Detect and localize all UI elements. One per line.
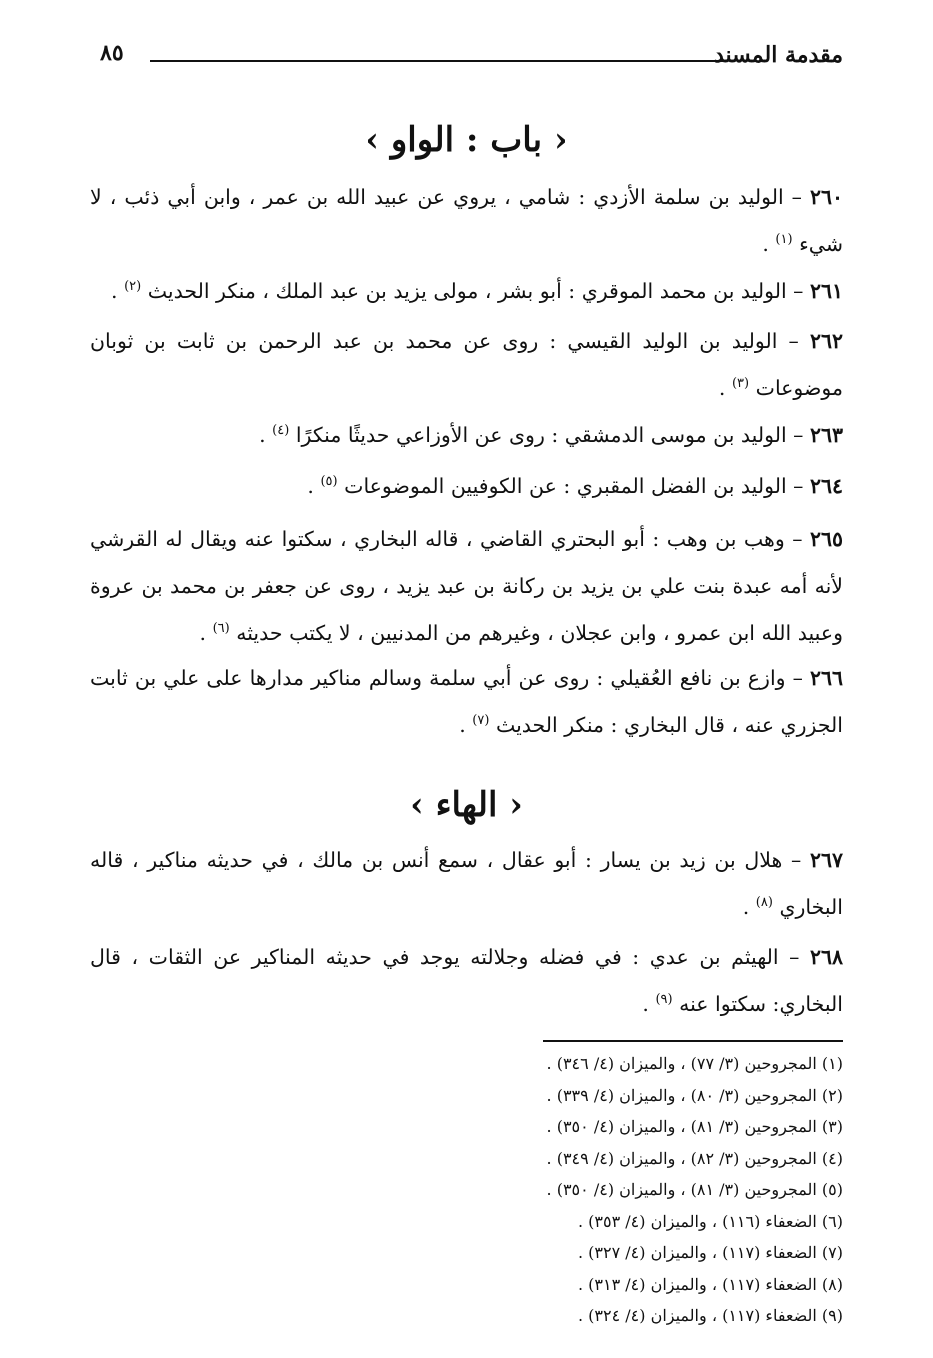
entry-text: – الوليد بن الوليد القيسي : روى عن محمد بن عبد الرحمن بن ثابت بن ثوبان موضوعات [90,329,843,400]
footnote-reference: (١) [775,232,793,248]
footnote-reference: (٣) [731,376,750,392]
footnote-reference: (٦) [212,621,230,637]
entry-261: ٢٦١ – الوليد بن محمد الموقري : أبو بشر ، مولى يزيد بن عبد الملك ، منكر الحديث $^{(٢)}$ . [111,279,843,303]
entry-number: ٢٦٦ [809,666,843,690]
entry-number: ٢٦٢ [809,329,843,353]
footnote-2: (٢) المجروحين (٣/ ٨٠) ، والميزان (٤/ ٣٣٩) . [546,1085,843,1105]
entry-text: – وهب بن وهب : أبو البحتري القاضي ، قاله البخاري ، سكتوا عنه ويقال له القرشي لأنه أمه عبدة بنت علي بن يزيد بن ركانة بن عبد يزيد ، روى عن جعفر بن محمد بن عروة وعبيد الله ابن عمرو ، وابن عجلان ، وغيرهم من المدنيين ، لا يكتب حديثه [90,527,843,645]
running-title: مقدمة المسند [713,42,843,68]
entry-264: ٢٦٤ – الوليد بن الفضل المقبري : عن الكوفيين الموضوعات $^{(٥)}$ . [307,474,843,498]
entry-text: – الوليد بن سلمة الأزدي : شامي ، يروي عن عبيد الله بن عمر ، وابن أبي ذئب ، لا شيء [90,185,843,256]
footnote-1: (١) المجروحين (٣/ ٧٧) ، والميزان (٤/ ٣٤٦) . [546,1054,843,1073]
footnote-reference: (٨) [755,895,773,911]
footnote-reference: (٤) [272,423,290,439]
section-heading-ha: ‹ الهاء › [410,785,523,825]
entry-text: – وازع بن نافع العُقيلي : روى عن أبي سلمة وسالم مناكير مدارها على علي بن ثابت الجزري عنه ، قال البخاري : منكر الحديث [90,666,843,737]
footnote-4: (٤) المجروحين (٣/ ٨٢) ، والميزان (٤/ ٣٤٩) . [546,1148,843,1168]
entry-number: ٢٦٨ [809,945,843,969]
entry-text: – الوليد بن محمد الموقري : أبو بشر ، مولى يزيد بن عبد الملك ، منكر الحديث [147,279,804,303]
running-head [100,38,843,78]
entry-260: ٢٦٠ – الوليد بن سلمة الأزدي : شامي ، يروي عن عبيد الله بن عمر ، وابن أبي ذئب ، لا شيء $^{(١)}$ . [90,185,843,256]
footnote-7: (٧) الضعفاء (١١٧) ، والميزان (٤/ ٣٢٧) . [577,1243,843,1262]
entry-268: ٢٦٨ – الهيثم بن عدي : في فضله وجلالته يوجد في حديثه المناكير عن الثقات ، قال البخاري: سكتوا عنه $^{(٩)}$ . [90,945,843,1016]
entry-266: ٢٦٦ – وازع بن نافع العُقيلي : روى عن أبي سلمة وسالم مناكير مدارها على علي بن ثابت الجزري عنه ، قال البخاري : منكر الحديث $^{(٧)}$ . [90,666,843,737]
entry-number: ٢٦١ [809,279,843,303]
footnote-6: (٦) الضعفاء (١١٦) ، والميزان (٤/ ٣٥٣) . [577,1211,843,1231]
entry-text: – هلال بن زيد بن يسار : أبو عقال ، سمع أنس بن مالك ، في حديثه مناكير ، قاله البخاري [90,848,843,919]
footnote-5: (٥) المجروحين (٣/ ٨١) ، والميزان (٤/ ٣٥٠) . [546,1180,843,1199]
entry-text: – الهيثم بن عدي : في فضله وجلالته يوجد في حديثه المناكير عن الثقات ، قال البخاري: سكتوا عنه [90,945,843,1016]
entry-text: – الوليد بن موسى الدمشقي : روى عن الأوزاعي حديثًا منكرًا [295,423,804,447]
footnote-separator [543,1040,843,1042]
footnote-8: (٨) الضعفاء (١١٧) ، والميزان (٤/ ٣١٣) . [577,1274,843,1294]
entry-text: – الوليد بن الفضل المقبري : عن الكوفيين الموضوعات [344,474,804,498]
footnote-9: (٩) الضعفاء (١١٧) ، والميزان (٤/ ٣٢٤) . [577,1306,843,1325]
entry-265: ٢٦٥ – وهب بن وهب : أبو البحتري القاضي ، قاله البخاري ، سكتوا عنه ويقال له القرشي لأنه أمه عبدة بنت علي بن يزيد بن ركانة بن عبد يزيد ، روى عن جعفر بن محمد بن عروة وعبيد الله ابن عمرو ، وابن عجلان ، وغيرهم من المدنيين ، لا يكتب حديثه $^{(٦)}$ . [90,527,843,645]
footnote-reference: (٢) [124,279,142,295]
page-number: ٨٥ [100,40,124,66]
header-rule [150,60,725,62]
entry-263: ٢٦٣ – الوليد بن موسى الدمشقي : روى عن الأوزاعي حديثًا منكرًا $^{(٤)}$ . [259,423,843,447]
footnote-3: (٣) المجروحين (٣/ ٨١) ، والميزان (٤/ ٣٥٠) . [546,1117,843,1136]
entry-262: ٢٦٢ – الوليد بن الوليد القيسي : روى عن محمد بن عبد الرحمن بن ثابت بن ثوبان موضوعات $^{(٣)}$ . [90,329,843,400]
entry-number: ٢٦٣ [809,423,843,447]
entry-number: ٢٦٠ [809,185,843,209]
entry-number: ٢٦٧ [809,848,843,872]
entry-number: ٢٦٤ [809,474,843,498]
entry-number: ٢٦٥ [809,527,843,551]
footnote-reference: (٧) [472,713,490,729]
footnote-reference: (٥) [320,474,338,490]
footnotes-list [283,1048,843,1332]
entry-267: ٢٦٧ – هلال بن زيد بن يسار : أبو عقال ، سمع أنس بن مالك ، في حديثه مناكير ، قاله البخاري $^{(٨)}$ . [90,848,843,919]
section-heading-waw: ‹ باب : الواو › [365,120,568,160]
footnote-reference: (٩) [655,992,673,1008]
